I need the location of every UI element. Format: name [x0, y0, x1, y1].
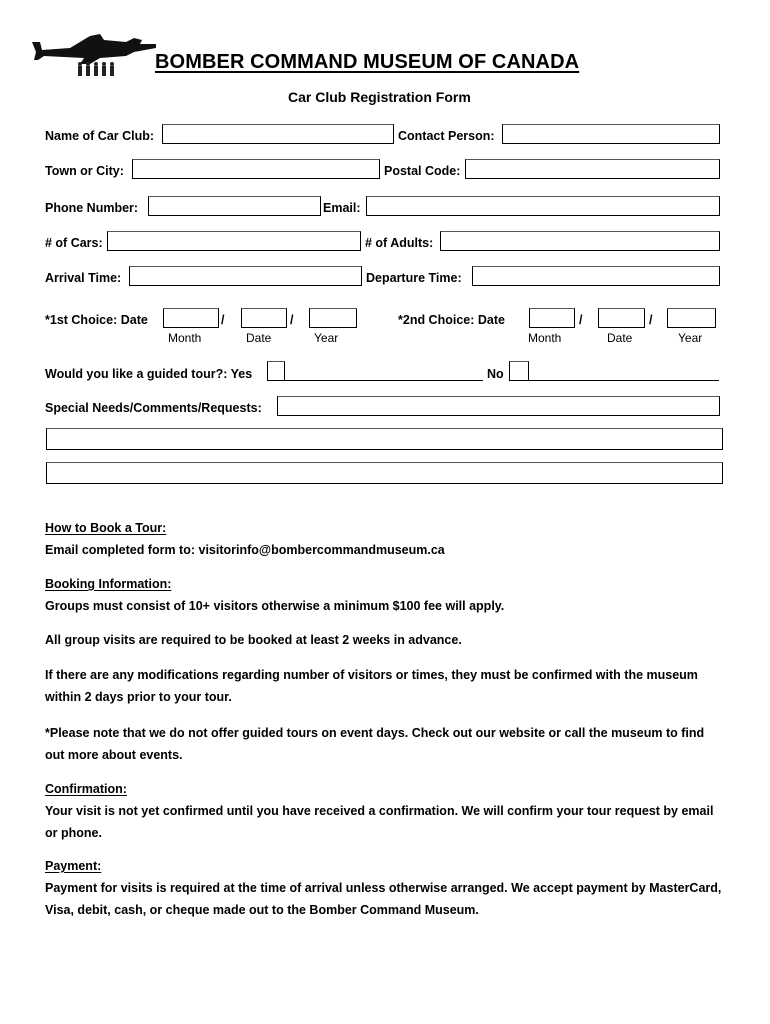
tour-yes-checkbox[interactable] — [267, 361, 285, 381]
year-caption: Year — [678, 331, 703, 345]
club-name-label: Name of Car Club: — [45, 129, 155, 143]
booking-text-2: All group visits are required to be booked at least 2 weeks in advance. — [45, 633, 462, 647]
slash: / — [579, 313, 583, 327]
contact-person-label: Contact Person: — [398, 129, 495, 143]
tour-yes-line — [285, 379, 483, 381]
tour-no-label: No — [487, 367, 504, 381]
guided-tour-label: Would you like a guided tour?: Yes — [45, 367, 253, 381]
contact-person-field[interactable] — [502, 124, 720, 144]
comments-line-1[interactable] — [46, 428, 723, 450]
tour-no-checkbox[interactable] — [509, 361, 529, 381]
form-subtitle: Car Club Registration Form — [288, 89, 471, 105]
special-needs-field[interactable] — [277, 396, 720, 416]
booking-text-4: *Please note that we do not offer guided tours on event days. Check out our website or call the museum to find out more about events. — [45, 726, 705, 762]
choice2-year-field[interactable] — [667, 308, 716, 328]
cars-label: # of Cars: — [45, 236, 103, 250]
arrival-label: Arrival Time: — [45, 271, 122, 285]
comments-line-2[interactable] — [46, 462, 723, 484]
choice1-year-field[interactable] — [309, 308, 357, 328]
phone-label: Phone Number: — [45, 201, 139, 215]
booking-info-heading: Booking Information: — [45, 577, 172, 591]
departure-label: Departure Time: — [366, 271, 462, 285]
slash: / — [290, 313, 294, 327]
choice2-date-field[interactable] — [598, 308, 645, 328]
confirmation-text: Your visit is not yet confirmed until you have received a confirmation. We will confirm your tour request by email or phone. — [45, 804, 714, 840]
phone-field[interactable] — [148, 196, 321, 216]
email-label: Email: — [323, 201, 361, 215]
lancaster-bomber-icon — [30, 30, 160, 82]
adults-label: # of Adults: — [365, 236, 434, 250]
cars-field[interactable] — [107, 231, 361, 251]
choice2-month-field[interactable] — [529, 308, 575, 328]
choice1-label: *1st Choice: Date — [45, 313, 148, 327]
booking-text-3: If there are any modifications regarding number of visitors or times, they must be confirmed with the museum within 2 days prior to your tour. — [45, 668, 698, 704]
slash: / — [221, 313, 225, 327]
special-needs-label: Special Needs/Comments/Requests: — [45, 401, 262, 415]
year-caption: Year — [314, 331, 339, 345]
payment-heading: Payment: — [45, 859, 102, 873]
choice1-month-field[interactable] — [163, 308, 219, 328]
how-to-book-heading: How to Book a Tour: — [45, 521, 167, 535]
date-caption: Date — [607, 331, 633, 345]
postal-code-field[interactable] — [465, 159, 720, 179]
adults-field[interactable] — [440, 231, 720, 251]
postal-code-label: Postal Code: — [384, 164, 461, 178]
email-field[interactable] — [366, 196, 720, 216]
booking-text-1: Groups must consist of 10+ visitors otherwise a minimum $100 fee will apply. — [45, 599, 505, 613]
how-to-book-text: Email completed form to: visitorinfo@bombercommandmuseum.ca — [45, 543, 445, 557]
page-title: BOMBER COMMAND MUSEUM OF CANADA — [155, 51, 580, 73]
tour-no-line — [529, 379, 719, 381]
arrival-field[interactable] — [129, 266, 362, 286]
choice1-date-field[interactable] — [241, 308, 287, 328]
town-field[interactable] — [132, 159, 380, 179]
payment-text: Payment for visits is required at the time of arrival unless otherwise arranged. We accept payment by MasterCard, Visa, debit, cash, or cheque made out to the Bomber Command Museum. — [45, 881, 722, 917]
month-caption: Month — [168, 331, 202, 345]
club-name-field[interactable] — [162, 124, 394, 144]
month-caption: Month — [528, 331, 562, 345]
slash: / — [649, 313, 653, 327]
town-label: Town or City: — [45, 164, 124, 178]
date-caption: Date — [246, 331, 272, 345]
confirmation-heading: Confirmation: — [45, 782, 127, 796]
choice2-label: *2nd Choice: Date — [398, 313, 505, 327]
departure-field[interactable] — [472, 266, 720, 286]
